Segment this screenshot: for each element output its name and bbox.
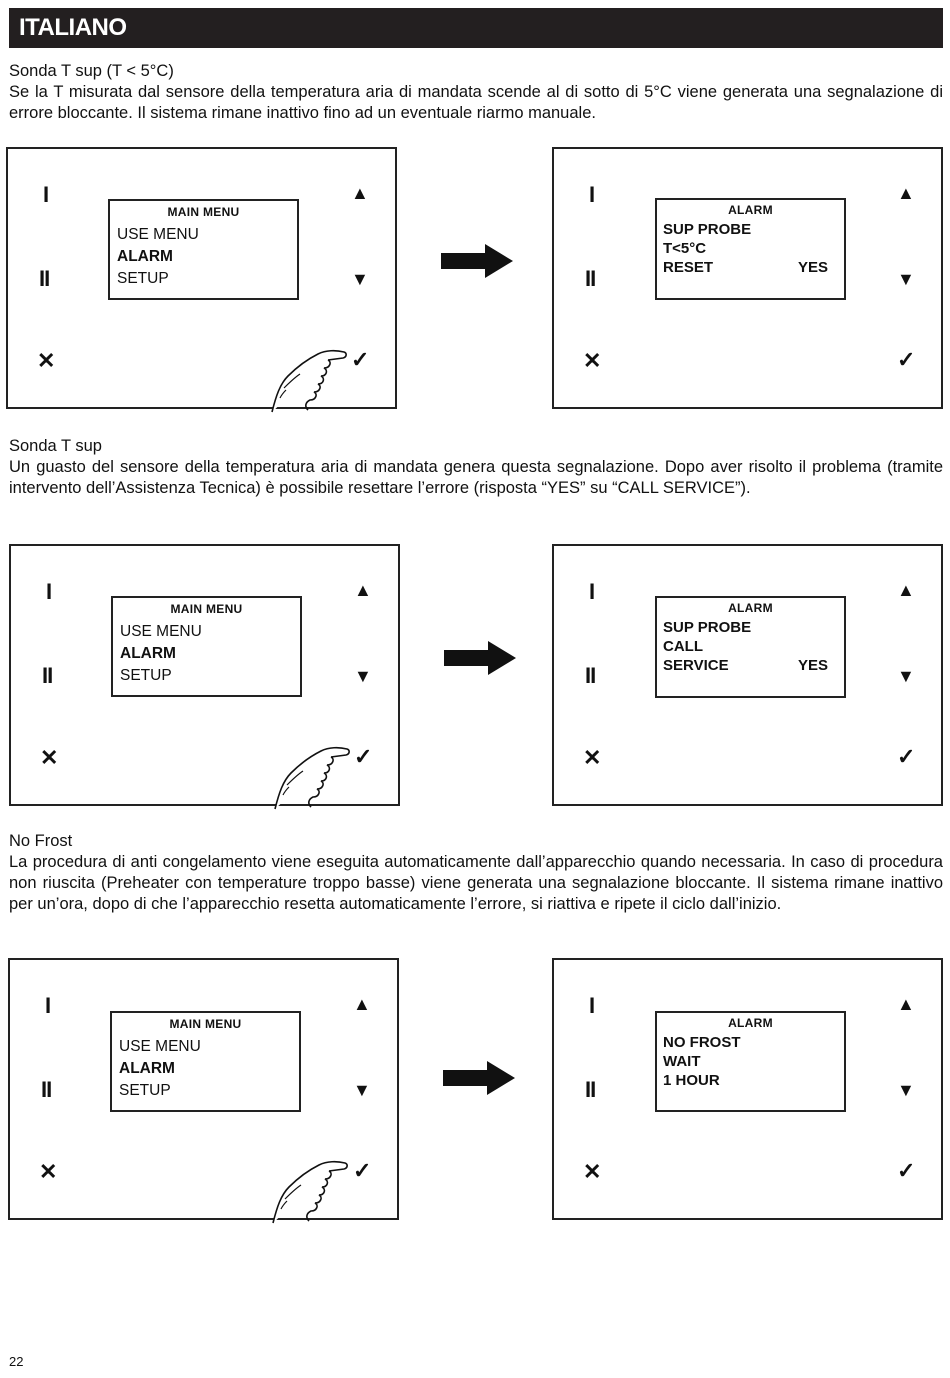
alarm-line-1: SUP PROBE <box>663 221 752 238</box>
alarm-header: ALARM <box>728 601 773 615</box>
page-number: 22 <box>9 1354 24 1369</box>
header-title: ITALIANO <box>19 14 127 41</box>
button-two[interactable]: II <box>41 1077 52 1102</box>
confirm-button[interactable]: ✓ <box>351 347 370 372</box>
confirm-button[interactable]: ✓ <box>897 1158 916 1183</box>
lcd-alarm <box>655 198 846 300</box>
pointing-hand-icon <box>271 1159 351 1229</box>
menu-item-setup[interactable]: SETUP <box>119 1082 171 1099</box>
down-arrow-button[interactable]: ▼ <box>897 1080 915 1100</box>
menu-header: MAIN MENU <box>167 205 240 219</box>
alarm-line-3: RESET <box>663 259 714 276</box>
pointing-hand-icon <box>270 348 350 418</box>
button-one[interactable]: I <box>589 182 596 207</box>
menu-item-setup[interactable]: SETUP <box>117 270 169 287</box>
cancel-button[interactable]: ✕ <box>37 348 56 373</box>
lcd-alarm <box>655 1011 846 1112</box>
section-3-text <box>9 831 943 915</box>
menu-item-use-menu[interactable]: USE MENU <box>119 1038 201 1055</box>
right-arrow-icon <box>441 244 513 278</box>
button-two[interactable]: II <box>585 663 596 688</box>
up-arrow-button[interactable]: ▲ <box>354 580 372 600</box>
down-arrow-button[interactable]: ▼ <box>353 1080 371 1100</box>
section-1-text <box>9 61 943 124</box>
cancel-button[interactable]: ✕ <box>39 1159 58 1184</box>
alarm-line-2: WAIT <box>663 1053 701 1070</box>
menu-item-use-menu[interactable]: USE MENU <box>120 623 202 640</box>
section-body: Se la T misurata dal sensore della temperatura aria di mandata scende al di sotto di 5°C viene generata una segnalazione di errore bloccante. Il sistema rimane inattivo fino ad un eventuale riarmo manuale. <box>9 83 943 122</box>
up-arrow-button[interactable]: ▲ <box>897 994 915 1014</box>
down-arrow-button[interactable]: ▼ <box>897 666 915 686</box>
button-one[interactable]: I <box>589 579 596 604</box>
up-arrow-button[interactable]: ▲ <box>351 183 369 203</box>
confirm-button[interactable]: ✓ <box>354 744 373 769</box>
lcd-main-menu <box>111 596 302 697</box>
button-one[interactable]: I <box>589 993 596 1018</box>
alarm-line-1: NO FROST <box>663 1034 741 1051</box>
alarm-header: ALARM <box>728 203 773 217</box>
confirm-button[interactable]: ✓ <box>897 347 916 372</box>
button-one[interactable]: I <box>45 993 52 1018</box>
button-one[interactable]: I <box>46 579 53 604</box>
section-title: Sonda T sup (T < 5°C) <box>9 62 174 80</box>
button-two[interactable]: II <box>42 663 53 688</box>
cancel-button[interactable]: ✕ <box>583 1159 602 1184</box>
section-title: No Frost <box>9 832 73 850</box>
control-panel-alarm <box>552 147 943 409</box>
alarm-line-1: SUP PROBE <box>663 619 752 636</box>
button-two[interactable]: II <box>585 266 596 291</box>
down-arrow-button[interactable]: ▼ <box>354 666 372 686</box>
cancel-button[interactable]: ✕ <box>583 348 602 373</box>
language-header <box>9 8 943 48</box>
confirm-button[interactable]: ✓ <box>353 1158 372 1183</box>
menu-header: MAIN MENU <box>170 602 243 616</box>
section-2-text <box>9 436 943 499</box>
button-one[interactable]: I <box>43 182 50 207</box>
section-body: Un guasto del sensore della temperatura aria di mandata genera questa segnalazione. Dopo aver risolto il problema (tramite intervento dell’Assistenza Tecnica) è possibile resettare l’errore (risposta “YES” su “CALL SERVICE”). <box>9 458 943 497</box>
alarm-yes-option[interactable]: YES <box>797 259 828 276</box>
menu-item-alarm[interactable]: ALARM <box>120 645 176 662</box>
menu-item-alarm[interactable]: ALARM <box>117 248 173 265</box>
cancel-button[interactable]: ✕ <box>583 745 602 770</box>
menu-item-setup[interactable]: SETUP <box>120 667 172 684</box>
down-arrow-button[interactable]: ▼ <box>897 269 915 289</box>
section-body: La procedura di anti congelamento viene eseguita automaticamente dall’apparecchio quando necessaria. In caso di procedura non riuscita (Preheater con temperature troppo basse) viene generata una segnalazione bloccante. Il sistema rimane inattivo per un’ora, dopo di che l’apparecchio resetta automaticamente l’errore, si riattiva e ripete il ciclo dall’inizio. <box>9 853 943 913</box>
button-two[interactable]: II <box>585 1077 596 1102</box>
menu-item-use-menu[interactable]: USE MENU <box>117 226 199 243</box>
alarm-header: ALARM <box>728 1016 773 1030</box>
pointing-hand-icon <box>273 745 353 815</box>
alarm-line-3: SERVICE <box>663 657 729 674</box>
menu-header: MAIN MENU <box>169 1017 242 1031</box>
up-arrow-button[interactable]: ▲ <box>353 994 371 1014</box>
right-arrow-icon <box>444 641 516 675</box>
up-arrow-button[interactable]: ▲ <box>897 183 915 203</box>
control-panel-alarm <box>552 544 943 806</box>
cancel-button[interactable]: ✕ <box>40 745 59 770</box>
lcd-alarm <box>655 596 846 698</box>
section-title: Sonda T sup <box>9 437 102 455</box>
lcd-main-menu <box>108 199 299 300</box>
confirm-button[interactable]: ✓ <box>897 744 916 769</box>
control-panel-alarm <box>552 958 943 1220</box>
menu-item-alarm[interactable]: ALARM <box>119 1060 175 1077</box>
right-arrow-icon <box>443 1061 515 1095</box>
button-two[interactable]: II <box>39 266 50 291</box>
alarm-line-2: T<5°C <box>663 240 707 257</box>
up-arrow-button[interactable]: ▲ <box>897 580 915 600</box>
lcd-main-menu <box>110 1011 301 1112</box>
alarm-line-3: 1 HOUR <box>663 1072 720 1089</box>
alarm-yes-option[interactable]: YES <box>797 657 828 674</box>
down-arrow-button[interactable]: ▼ <box>351 269 369 289</box>
alarm-line-2: CALL <box>663 638 703 655</box>
